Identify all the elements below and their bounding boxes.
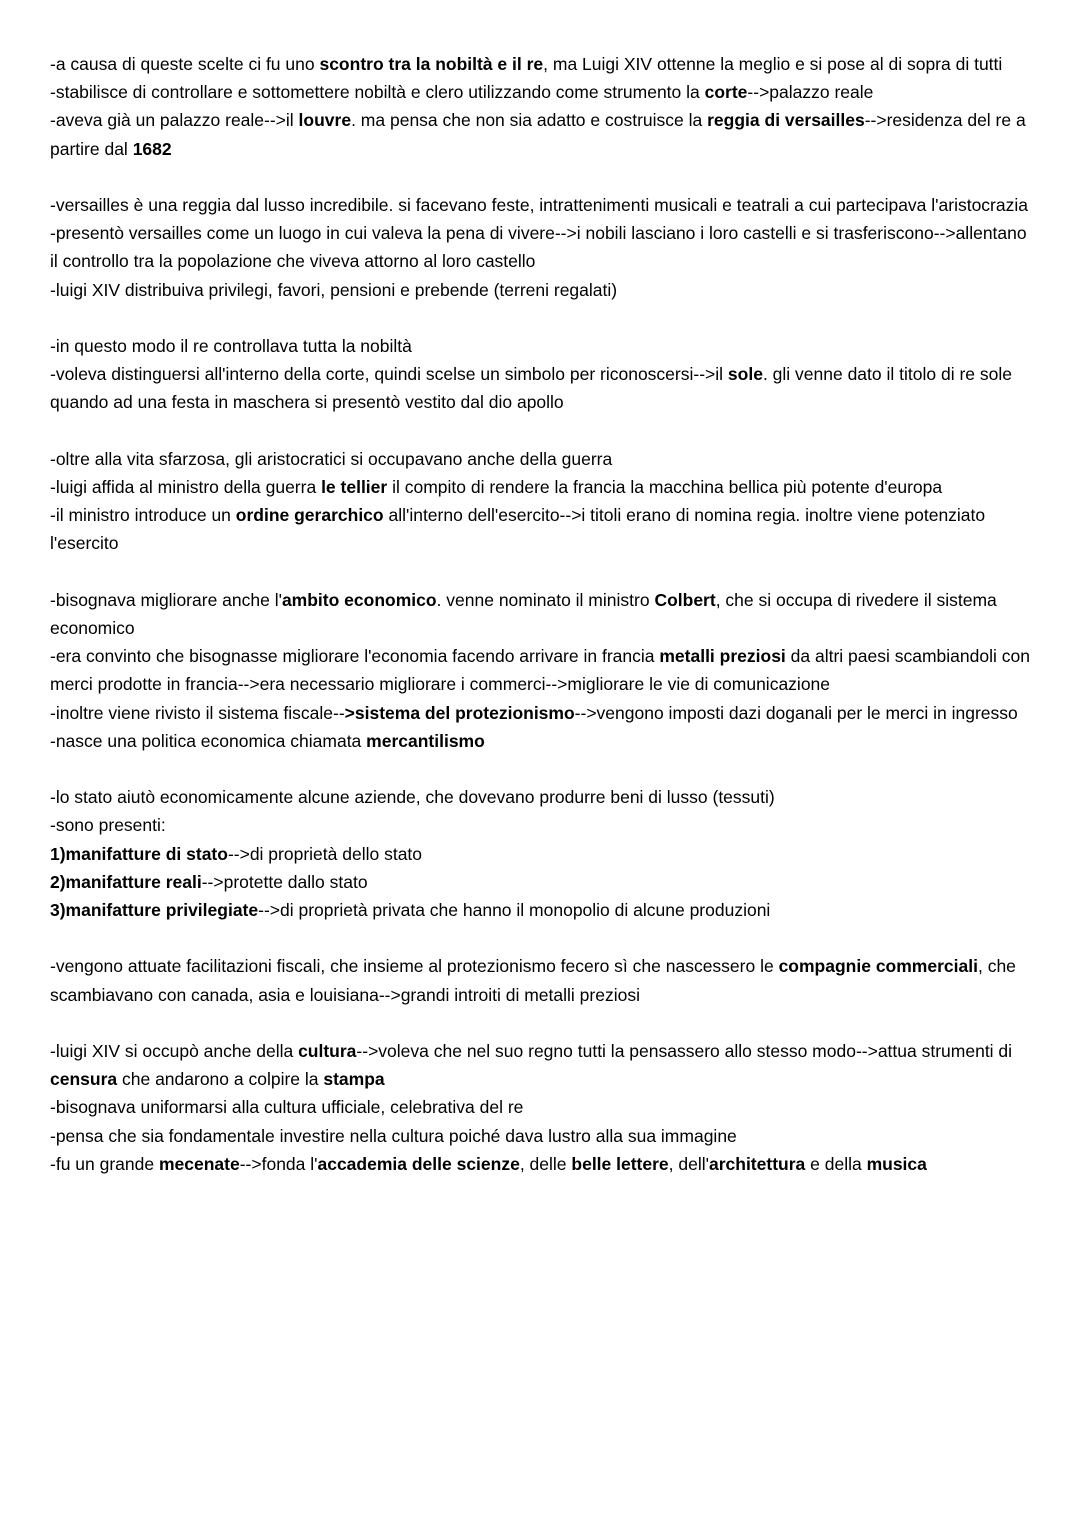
- text-segment-bold: mecenate: [158, 1153, 240, 1174]
- note-line: [50, 360, 1035, 416]
- note-line: [50, 952, 1035, 1008]
- text-segment-bold: metalli preziosi: [659, 646, 786, 667]
- paragraph: [50, 783, 1035, 924]
- text-segment: , ma Luigi XIV ottenne la meglio e si pose al di sopra di tutti: [543, 54, 1003, 74]
- note-line: [50, 276, 1035, 304]
- text-segment-bold: musica: [866, 1153, 927, 1174]
- text-segment: -in questo modo il re controllava tutta la nobiltà: [50, 336, 412, 356]
- text-segment: -stabilisce di controllare e sottomettere nobiltà e clero utilizzando come strumento la: [50, 82, 705, 103]
- text-segment-bold: cultura: [298, 1041, 357, 1061]
- text-segment: -->vengono imposti dazi doganali per le merci in ingresso: [574, 702, 1018, 723]
- text-segment: -inoltre viene rivisto il sistema fiscale--: [50, 702, 345, 723]
- text-segment: -->palazzo reale: [747, 82, 874, 103]
- text-segment: e della: [805, 1153, 867, 1174]
- paragraph: [50, 445, 1035, 558]
- note-line: [50, 78, 1035, 106]
- text-segment: -era convinto che bisognasse migliorare l'economia facendo arrivare in francia: [50, 646, 660, 667]
- note-line: [50, 699, 1035, 727]
- text-segment-bold: accademia delle scienze: [317, 1153, 520, 1174]
- note-line: [50, 332, 1035, 360]
- text-segment-bold: 3)manifatture privilegiate: [50, 900, 259, 921]
- note-line: [50, 642, 1035, 698]
- text-segment-bold: Colbert: [654, 589, 716, 610]
- text-segment: -versailles è una reggia dal lusso incredibile. si facevano feste, intrattenimenti musicali e teatrali a cui partecipava l'aristocrazia: [50, 195, 1028, 215]
- paragraph: [50, 952, 1035, 1008]
- paragraph: [50, 586, 1035, 755]
- note-line: [50, 727, 1035, 755]
- note-line: [50, 586, 1035, 642]
- text-segment: -lo stato aiutò economicamente alcune aziende, che dovevano produrre beni di lusso (tessuti): [50, 787, 775, 808]
- text-segment: -->residenza del re a partire dal: [50, 110, 1026, 159]
- note-line: [50, 1093, 1035, 1121]
- text-segment-bold: scontro tra la nobiltà e il re: [319, 54, 544, 74]
- text-segment: -aveva già un palazzo reale-->il: [50, 110, 299, 131]
- text-segment: -voleva distinguersi all'interno della corte, quindi scelse un simbolo per riconoscersi-->il: [50, 364, 728, 385]
- text-segment-bold: 1)manifatture di stato: [50, 843, 228, 864]
- text-segment: -presentò versailles come un luogo in cui valeva la pena di vivere-->i nobili lasciano i loro castelli e si trasferiscono-->allentano il controllo tra la popolazione che viveva attorno al loro castello: [50, 223, 1027, 272]
- text-segment: il compito di rendere la francia la macchina bellica più potente d'europa: [387, 477, 943, 497]
- text-segment: -fu un grande: [50, 1153, 159, 1174]
- text-segment: -vengono attuate facilitazioni fiscali, che insieme al protezionismo fecero sì che nascessero le: [50, 956, 779, 977]
- text-segment-bold: belle lettere: [571, 1153, 669, 1174]
- text-segment: , che scambiavano con canada, asia e louisiana-->grandi introiti di metalli preziosi: [50, 956, 1016, 1005]
- text-segment: . gli venne dato il titolo di re sole quando ad una festa in maschera si presentò vestito dal dio apollo: [50, 364, 1012, 413]
- text-segment-bold: compagnie commerciali: [778, 956, 978, 977]
- note-line: [50, 896, 1035, 924]
- text-segment-bold: >sistema del protezionismo: [344, 702, 575, 723]
- text-segment: -sono presenti:: [50, 815, 166, 836]
- text-segment-bold: mercantilismo: [366, 730, 485, 751]
- note-line: [50, 473, 1035, 501]
- text-segment: -oltre alla vita sfarzosa, gli aristocratici si occupavano anche della guerra: [50, 448, 613, 469]
- paragraph: [50, 332, 1035, 417]
- text-segment: -a causa di queste scelte ci fu uno: [50, 54, 320, 74]
- text-segment-bold: sole: [727, 364, 763, 385]
- text-segment: -->di proprietà privata che hanno il monopolio di alcune produzioni: [258, 900, 771, 921]
- text-segment: -luigi XIV si occupò anche della: [50, 1041, 299, 1061]
- text-segment-bold: censura: [50, 1069, 118, 1090]
- text-segment: -->fonda l': [239, 1153, 318, 1174]
- text-segment: che andarono a colpire la: [117, 1069, 324, 1090]
- text-segment: da altri paesi scambiandoli con merci prodotte in francia-->era necessario migliorare i commerci-->migliorare le vie di comunicazione: [50, 646, 1030, 695]
- text-segment: -->voleva che nel suo regno tutti la pensassero allo stesso modo-->attua strumenti di: [356, 1041, 1013, 1061]
- text-segment: -bisognava uniformarsi alla cultura ufficiale, celebrativa del re: [50, 1097, 524, 1118]
- text-segment: -bisognava migliorare anche l': [50, 589, 282, 610]
- text-segment: -pensa che sia fondamentale investire nella cultura poiché dava lustro alla sua immagine: [50, 1125, 737, 1146]
- paragraph: [50, 191, 1035, 304]
- note-line: [50, 445, 1035, 473]
- note-line: [50, 783, 1035, 811]
- text-segment-bold: ordine gerarchico: [235, 505, 384, 526]
- note-line: [50, 219, 1035, 275]
- text-segment: , dell': [668, 1153, 709, 1174]
- note-line: [50, 1037, 1035, 1093]
- text-segment-bold: 1682: [132, 138, 172, 159]
- note-line: [50, 1150, 1035, 1178]
- note-line: [50, 868, 1035, 896]
- text-segment-bold: louvre: [298, 110, 352, 131]
- text-segment: -luigi XIV distribuiva privilegi, favori, pensioni e prebende (terreni regalati): [50, 279, 618, 300]
- note-line: [50, 50, 1035, 78]
- note-line: [50, 840, 1035, 868]
- text-segment: -nasce una politica economica chiamata: [50, 730, 367, 751]
- text-segment: , che si occupa di rivedere il sistema economico: [50, 589, 997, 638]
- text-segment-bold: ambito economico: [281, 589, 437, 610]
- note-line: [50, 191, 1035, 219]
- text-segment-bold: corte: [704, 82, 748, 103]
- note-line: [50, 811, 1035, 839]
- text-segment-bold: stampa: [323, 1069, 385, 1090]
- text-segment-bold: architettura: [708, 1153, 806, 1174]
- text-segment-bold: le tellier: [321, 477, 388, 497]
- note-line: [50, 106, 1035, 162]
- paragraph: [50, 1037, 1035, 1178]
- note-line: [50, 1122, 1035, 1150]
- note-line: [50, 501, 1035, 557]
- text-segment: -il ministro introduce un: [50, 505, 236, 526]
- text-segment: . venne nominato il ministro: [436, 589, 655, 610]
- text-segment: -->di proprietà dello stato: [227, 843, 423, 864]
- text-segment-bold: 2)manifatture reali: [50, 871, 202, 892]
- text-segment-bold: reggia di versailles: [707, 110, 865, 131]
- text-segment: all'interno dell'esercito-->i titoli erano di nomina regia. inoltre viene potenziato l'esercito: [50, 505, 986, 554]
- text-segment: -luigi affida al ministro della guerra: [50, 477, 322, 497]
- text-segment: . ma pensa che non sia adatto e costruisce la: [351, 110, 708, 131]
- text-segment: -->protette dallo stato: [201, 871, 368, 892]
- notes-body: [50, 50, 1035, 1178]
- paragraph: [50, 50, 1035, 163]
- text-segment: , delle: [519, 1153, 572, 1174]
